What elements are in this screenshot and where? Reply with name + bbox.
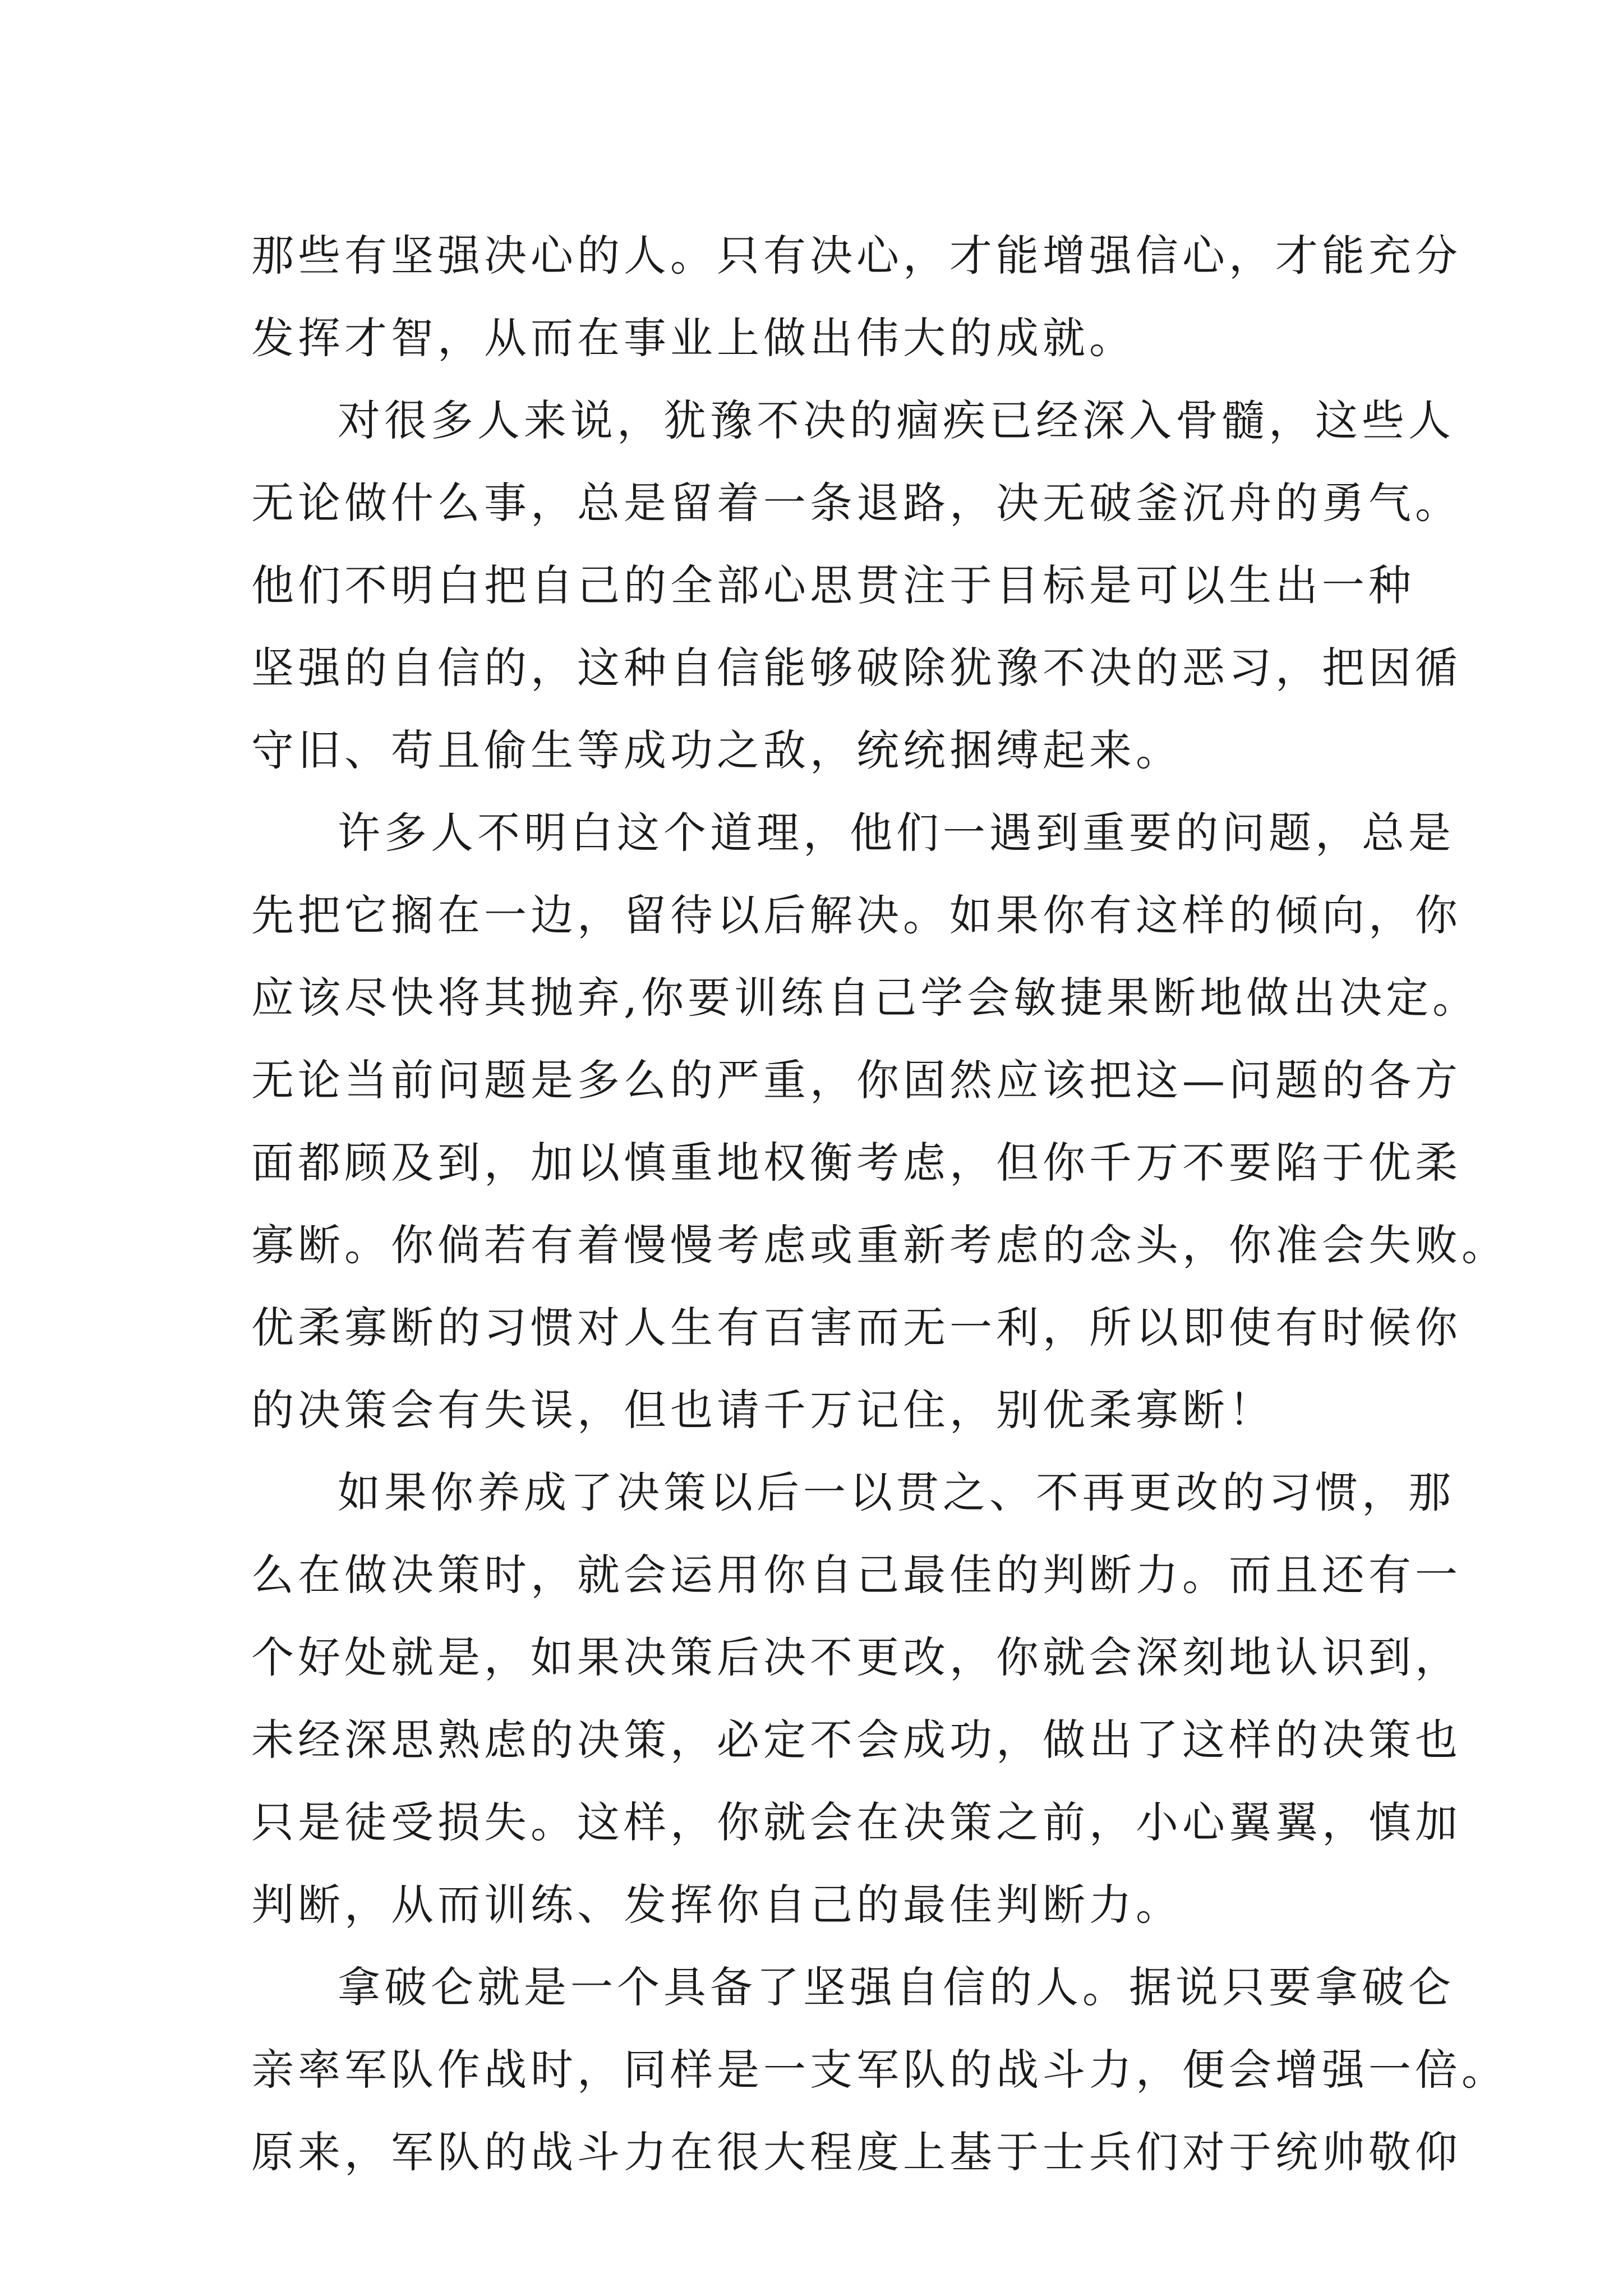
text-line: 无论做什么事，总是留着一条退路，决无破釜沉舟的勇气。 [251, 478, 1461, 528]
paragraph-first-line: 拿破仑就是一个具备了坚强自信的人。据说只要拿破仑 [338, 1962, 1455, 2012]
text-line: 优柔寡断的习惯对人生有百害而无一利，所以即使有时候你 [251, 1303, 1461, 1352]
text-line: 个好处就是，如果决策后决不更改，你就会深刻地认识到， [251, 1632, 1461, 1682]
text-line: 原来，军队的战斗力在很大程度上基于士兵们对于统帅敬仰 [251, 2127, 1461, 2177]
text-line: 判断，从而训练、发挥你自己的最佳判断力。 [251, 1880, 1182, 1930]
text-line: 那些有坚强决心的人。只有决心，才能增强信心，才能充分 [251, 231, 1461, 280]
text-line: 发挥才智，从而在事业上做出伟大的成就。 [251, 313, 1136, 363]
text-line: 坚强的自信的，这种自信能够破除犹豫不决的恶习，把因循 [251, 643, 1461, 693]
paragraph-first-line: 许多人不明白这个道理，他们一遇到重要的问题，总是 [338, 808, 1455, 858]
text-line: 先把它搁在一边，留待以后解决。如果你有这样的倾向，你 [251, 890, 1461, 940]
text-line: 面都顾及到，加以慎重地权衡考虑，但你千万不要陷于优柔 [251, 1138, 1461, 1188]
text-line: 么在做决策时，就会运用你自己最佳的判断力。而且还有一 [251, 1550, 1461, 1600]
text-line: 未经深思熟虑的决策，必定不会成功，做出了这样的决策也 [251, 1715, 1461, 1765]
text-line: 无论当前问题是多么的严重，你固然应该把这—问题的各方 [251, 1055, 1461, 1105]
paragraph-first-line: 如果你养成了决策以后一以贯之、不再更改的习惯，那 [338, 1467, 1455, 1517]
text-line: 的决策会有失误，但也请千万记住，别优柔寡断！ [251, 1385, 1275, 1435]
text-line: 只是徒受损失。这样，你就会在决策之前，小心翼翼，慎加 [251, 1797, 1461, 1847]
text-line: 他们不明白把自己的全部心思贯注于目标是可以生出一种 [251, 560, 1415, 610]
text-line: 寡断。你倘若有着慢慢考虑或重新考虑的念头，你准会失败。 [251, 1220, 1508, 1270]
text-line: 守旧、苟且偷生等成功之敌，统统捆缚起来。 [251, 725, 1182, 775]
body-text [251, 214, 1508, 2193]
text-line: 应该尽快将其抛弃,你要训练自己学会敏捷果断地做出决定。 [251, 973, 1479, 1023]
paragraph-first-line: 对很多人来说，犹豫不决的痼疾已经深入骨髓，这些人 [338, 395, 1455, 445]
text-line: 亲率军队作战时，同样是一支军队的战斗力，便会增强一倍。 [251, 2045, 1508, 2095]
